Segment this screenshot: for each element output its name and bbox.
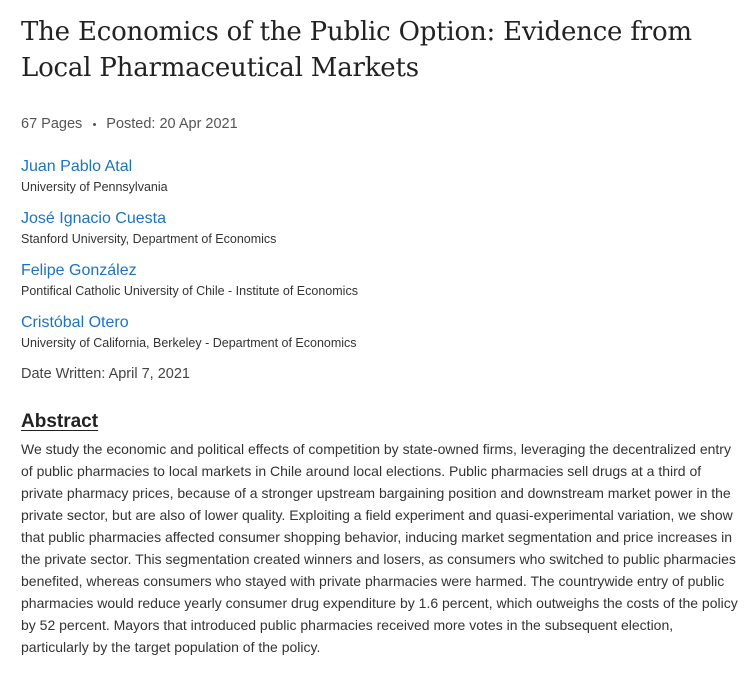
posted-date: Posted: 20 Apr 2021 xyxy=(106,116,238,132)
abstract-text: We study the economic and political effects of competition by state-owned firms, leveraging the decentralized entry of public pharmacies to local markets in Chile around local elections. Public pharmacies sell drugs at a third of private pharmacy prices, because of a stronger upstream bargaining position and downstream market power in the private sector, but are also of lower quality. Exploiting a field experiment and quasi-experimental variation, we show that public pharmacies affected consumer shopping behavior, inducing market segmentation and price increases in the private sector. This segmentation created winners and losers, as consumers who switched to public pharmacies benefited, whereas consumers who stayed with private pharmacies were harmed. The countrywide entry of public pharmacies would reduce yearly consumer drug expenditure by 1.6 percent, which outweighs the costs of the policy by 52 percent. Mayors that introduced public pharmacies received more votes in the subsequent election, particularly by the target population of the policy. xyxy=(21,441,738,655)
paper-meta xyxy=(21,114,741,134)
separator-dot-icon xyxy=(93,123,96,126)
author-link[interactable]: Cristóbal Otero xyxy=(21,314,129,331)
author-link[interactable]: José Ignacio Cuesta xyxy=(21,210,166,227)
abstract-heading: Abstract xyxy=(21,411,99,432)
author-entry xyxy=(21,156,741,196)
author-link[interactable]: Juan Pablo Atal xyxy=(21,158,133,175)
paper-page xyxy=(21,14,741,658)
date-written: Date Written: April 7, 2021 xyxy=(21,366,190,382)
author-affiliation: Pontifical Catholic University of Chile - Institute of Economics xyxy=(21,284,358,298)
author-list xyxy=(21,156,741,352)
author-link[interactable]: Felipe González xyxy=(21,262,137,279)
author-entry xyxy=(21,208,741,248)
paper-title-line-2: Local Pharmaceutical Markets xyxy=(21,53,419,83)
author-affiliation: Stanford University, Department of Economics xyxy=(21,232,277,246)
paper-title-line-1: The Economics of the Public Option: Evidence from xyxy=(21,17,692,47)
author-affiliation: University of California, Berkeley - Department of Economics xyxy=(21,336,357,350)
paper-title xyxy=(21,14,741,86)
author-affiliation: University of Pennsylvania xyxy=(21,180,168,194)
author-entry xyxy=(21,260,741,300)
author-entry xyxy=(21,312,741,352)
page-count: 67 Pages xyxy=(21,116,83,132)
